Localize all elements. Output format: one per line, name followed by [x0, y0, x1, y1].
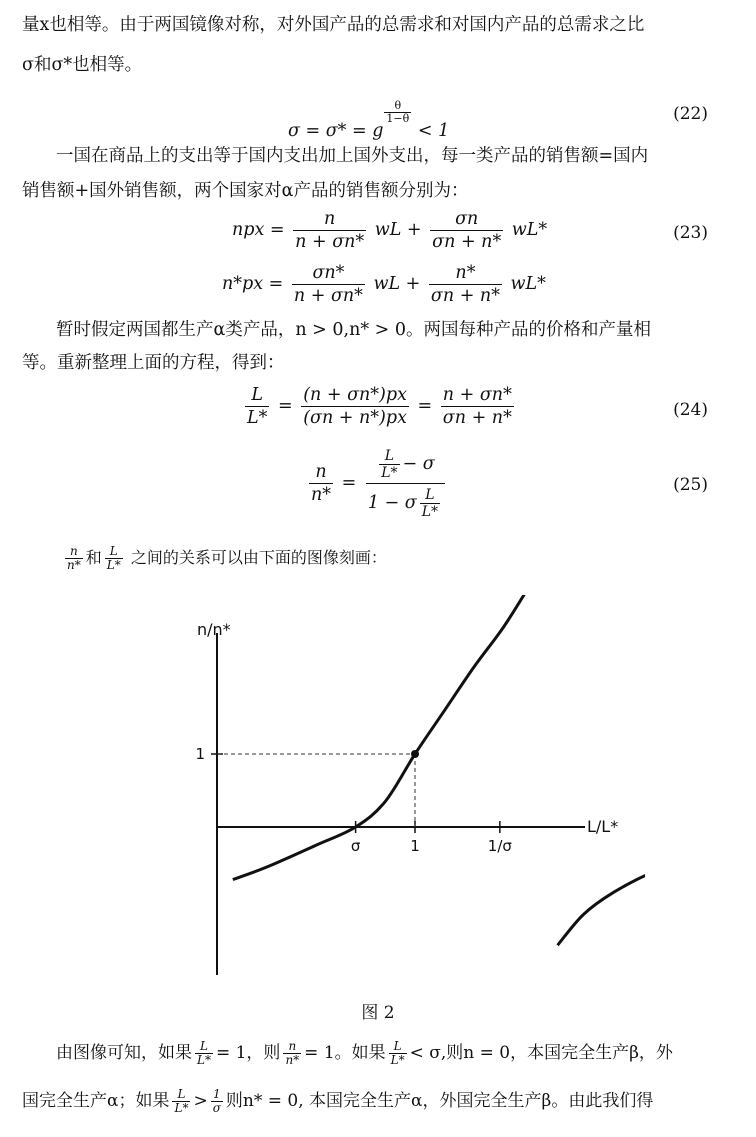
chart-svg	[137, 595, 645, 982]
x-tick-label-1: 1	[410, 837, 420, 855]
para1-line1: 量x也相等。由于两国镜像对称，对外国产品的总需求和对国内产品的总需求之比	[22, 15, 645, 35]
para3-line2: 等。重新整理上面的方程，得到：	[22, 353, 285, 373]
x-tick-label-0: σ	[350, 837, 361, 855]
equation-number-23: (23)	[673, 223, 708, 243]
figure-background	[137, 595, 645, 982]
para4-line2: 国完全生产α；如果 $\frac{L}{L*}$ > $\frac{1}{\sigma}$ 则n* = 0, 本国完全生产α，外国完全生产β。由此我们得	[22, 1087, 654, 1115]
eq22-lhs: σ = σ* = g	[288, 121, 384, 141]
x-tick-label-2: 1/σ	[487, 837, 512, 855]
eq22-rhs: < 1	[417, 121, 450, 141]
eq22-exponent: $\frac{\theta}{1-\theta}$	[386, 99, 410, 125]
figure-2	[137, 595, 645, 982]
figure-caption: 图 2	[361, 1003, 395, 1023]
y-axis-label: n/n*	[197, 620, 231, 639]
para4-line1: 由图像可知，如果 $\frac{L}{L*}$ = 1，则 $\frac{n}{n*}$ = 1。如果 $\frac{L}{L*}$ < σ,则n = 0，本国完全生产β，外	[56, 1039, 673, 1067]
eq23-row2: n*px = $\frac{\sigma n*}{n + \sigma n*}$ wL + $\frac{n*}{\sigma n + n*}$ wL*	[222, 263, 546, 306]
equation-number-24: (24)	[673, 400, 708, 420]
equation-24: $\frac{L}{L*}$ = $\frac{(n + \sigma n*)px}{(\sigma n + n*)px}$ = $\frac{n + \sigma n*}{\sigma n + n*}$ (24)	[247, 385, 708, 428]
relation-line: $\frac{n}{n*}$ 和 $\frac{L}{L*}$ 之间的关系可以由下面的图像刻画：	[67, 544, 387, 572]
eq23-row1: npx = $\frac{n}{n + \sigma n*}$ wL + $\frac{\sigma n}{\sigma n + n*}$ wL*	[232, 209, 548, 252]
x-axis-label: L/L*	[587, 817, 619, 836]
para2-line2: 销售额+国外销售额，两个国家对α产品的销售额分别为：	[22, 181, 469, 201]
para1-line2: σ和σ*也相等。	[22, 55, 143, 75]
equation-number-22: (22)	[673, 104, 708, 124]
equation-23	[0, 208, 756, 308]
equation-number-25: (25)	[673, 475, 708, 495]
para3-line1: 暂时假定两国都生产α类产品，n > 0,n* > 0。两国每种产品的价格和产量相	[56, 320, 652, 340]
para2-line1: 一国在商品上的支出等于国内支出加上国外支出，每一类产品的销售额=国内	[56, 146, 649, 166]
y-tick-label-0: 1	[195, 745, 205, 763]
point-0	[411, 750, 419, 758]
equation-25: $\frac{n}{n*}$ = $\frac{L}{L*}$ − σ 1 − σ $\frac{L}{L*}$ (25)	[0, 445, 756, 531]
